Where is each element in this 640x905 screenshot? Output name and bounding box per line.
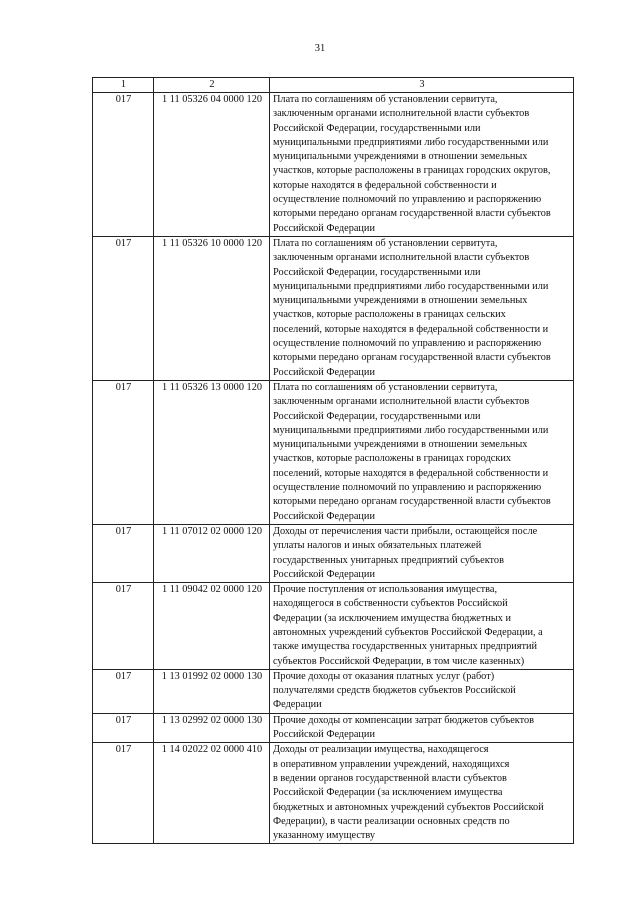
description-line: Российской Федерации xyxy=(273,510,375,522)
description-line: Плата по соглашениям об установлении сервитута, xyxy=(273,94,498,105)
description-line: Прочие доходы от оказания платных услуг (работ) xyxy=(273,670,495,682)
description-line: которыми передано органам государственной власти субъектов xyxy=(273,496,551,508)
table-body xyxy=(93,93,574,844)
description-line: Плата по соглашениям об установлении сервитута, xyxy=(273,237,498,249)
budget-classification-code-cell: 1 11 05326 10 0000 120 xyxy=(154,236,270,380)
revenue-description-cell xyxy=(270,583,574,670)
description-line: осуществление полномочий по управлению и распоряжению xyxy=(273,194,542,206)
description-line: поселений, которые находятся в федеральной собственности и xyxy=(273,467,549,479)
revenue-description-cell xyxy=(270,669,574,713)
description-line: заключенным органами исполнительной власти субъектов xyxy=(273,252,530,264)
description-line: участков, которые расположены в границах городских xyxy=(273,453,512,465)
revenue-description-cell xyxy=(270,713,574,743)
description-line: Доходы от реализации имущества, находящегося xyxy=(273,744,489,756)
revenue-description-cell xyxy=(270,743,574,844)
revenue-description-cell xyxy=(270,380,574,524)
description-line: Российской Федерации (за исключением имущества xyxy=(273,787,503,799)
agency-code-cell: 017 xyxy=(93,524,154,582)
description-line: уплаты налогов и иных обязательных платежей xyxy=(273,540,482,552)
description-line: которыми передано органам государственной власти субъектов xyxy=(273,208,551,220)
description-line: Российской Федерации xyxy=(273,366,375,378)
table-row xyxy=(93,236,574,380)
description-line: Плата по соглашениям об установлении сервитута, xyxy=(273,381,498,393)
description-line: в ведении органов государственной власти субъектов xyxy=(273,772,507,784)
budget-classification-code-cell: 1 13 01992 02 0000 130 xyxy=(154,669,270,713)
description-line: Российской Федерации, государственными или xyxy=(273,122,481,134)
description-line: государственных унитарных предприятий субъектов xyxy=(273,554,504,566)
description-line: муниципальными учреждениями в отношении земельных xyxy=(273,295,528,307)
description-line: муниципальными предприятиями либо государственными или xyxy=(273,424,549,436)
table-row xyxy=(93,93,574,237)
description-line: участков, которые расположены в границах городских округов, xyxy=(273,165,551,177)
description-line: Российской Федерации, государственными или xyxy=(273,410,481,422)
agency-code-cell: 017 xyxy=(93,669,154,713)
description-line: поселений, которые находятся в федеральной собственности и xyxy=(273,323,549,335)
description-line: субъектов Российской Федерации, в том числе казенных) xyxy=(273,655,525,667)
table-row xyxy=(93,713,574,743)
revenue-description-cell xyxy=(270,524,574,582)
budget-classification-code-cell: 1 11 07012 02 0000 120 xyxy=(154,524,270,582)
column-header-2: 2 xyxy=(154,78,270,93)
budget-classification-code-cell: 1 11 05326 04 0000 120 xyxy=(154,93,270,237)
description-line: заключенным органами исполнительной власти субъектов xyxy=(273,396,530,408)
description-line: осуществление полномочий по управлению и распоряжению xyxy=(273,482,542,494)
table-row xyxy=(93,669,574,713)
description-line: автономных учреждений субъектов Российской Федерации, а xyxy=(273,626,543,638)
agency-code-cell: 017 xyxy=(93,380,154,524)
description-line: Федерации xyxy=(273,699,322,711)
table-row xyxy=(93,380,574,524)
description-line: Прочие поступления от использования имущества, xyxy=(273,584,498,596)
agency-code-cell: 017 xyxy=(93,743,154,844)
description-line: которыми передано органам государственной власти субъектов xyxy=(273,352,551,364)
budget-classification-code-cell: 1 11 09042 02 0000 120 xyxy=(154,583,270,670)
agency-code-cell: 017 xyxy=(93,713,154,743)
description-line: участков, которые расположены в границах сельских xyxy=(273,309,506,321)
table-row xyxy=(93,524,574,582)
budget-classification-code-cell: 1 13 02992 02 0000 130 xyxy=(154,713,270,743)
budget-classification-code-cell: 1 14 02022 02 0000 410 xyxy=(154,743,270,844)
description-line: Прочие доходы от компенсации затрат бюджетов субъектов xyxy=(273,714,535,726)
description-line: находящегося в собственности субъектов Российской xyxy=(273,598,508,610)
description-line: муниципальными учреждениями в отношении земельных xyxy=(273,151,528,163)
description-line: Российской Федерации xyxy=(273,729,375,741)
description-line: получателями средств бюджетов субъектов Российской xyxy=(273,685,516,697)
table-header-row xyxy=(93,78,574,93)
description-line: Российской Федерации, государственными или xyxy=(273,266,481,278)
budget-classification-code-cell: 1 11 05326 13 0000 120 xyxy=(154,380,270,524)
agency-code-cell: 017 xyxy=(93,583,154,670)
description-line: Федерации), в части реализации основных средств по xyxy=(273,815,510,827)
page-number: 31 xyxy=(314,43,326,54)
description-line: заключенным органами исполнительной власти субъектов xyxy=(273,108,530,120)
description-line: указанному имуществу xyxy=(273,830,376,842)
revenue-codes-table xyxy=(92,77,574,844)
description-line: бюджетных и автономных учреждений субъектов Российской xyxy=(273,801,544,813)
description-line: также имущества государственных унитарных предприятий xyxy=(273,641,537,653)
revenue-description-cell xyxy=(270,236,574,380)
column-header-3: 3 xyxy=(270,78,574,93)
description-line: в оперативном управлении учреждений, находящихся xyxy=(273,758,510,770)
column-header-1: 1 xyxy=(93,78,154,93)
table-row xyxy=(93,583,574,670)
description-line: Доходы от перечисления части прибыли, остающейся после xyxy=(273,525,538,537)
description-line: муниципальными учреждениями в отношении земельных xyxy=(273,439,528,451)
description-line: Федерации (за исключением имущества бюджетных и xyxy=(273,612,512,624)
description-line: которые находятся в федеральной собственности и xyxy=(273,179,497,191)
description-line: муниципальными предприятиями либо государственными или xyxy=(273,136,549,148)
description-line: муниципальными предприятиями либо государственными или xyxy=(273,280,549,292)
description-line: осуществление полномочий по управлению и распоряжению xyxy=(273,338,542,350)
table-row xyxy=(93,743,574,844)
description-line: Российской Федерации xyxy=(273,222,375,234)
agency-code-cell: 017 xyxy=(93,236,154,380)
revenue-description-cell xyxy=(270,93,574,237)
agency-code-cell: 017 xyxy=(93,93,154,237)
description-line: Российской Федерации xyxy=(273,568,375,580)
